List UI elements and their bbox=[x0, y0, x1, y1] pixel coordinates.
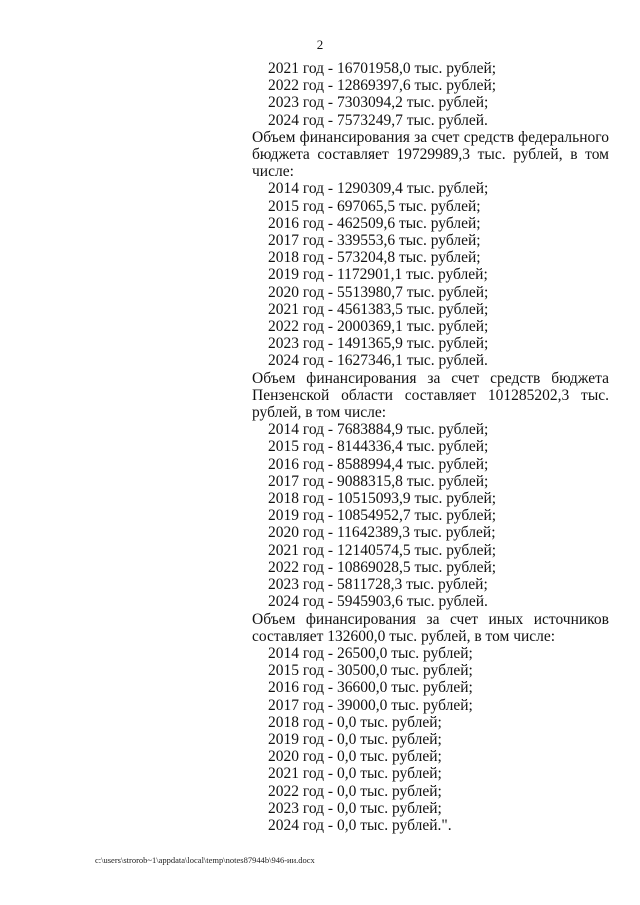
list-item: 2016 год - 8588994,4 тыс. рублей; bbox=[268, 455, 489, 473]
document-body bbox=[252, 60, 609, 834]
list-item: 2024 год - 7573249,7 тыс. рублей. bbox=[268, 111, 488, 129]
list-item: 2017 год - 9088315,8 тыс. рублей; bbox=[268, 472, 489, 490]
file-path-footer: c:\users\strorob~1\appdata\local\temp\notes87944b\946-ии.docx bbox=[95, 855, 315, 865]
list-item: 2019 год - 10854952,7 тыс. рублей; bbox=[268, 507, 497, 525]
list-item: 2017 год - 339553,6 тыс. рублей; bbox=[268, 232, 481, 250]
list-item: 2022 год - 2000369,1 тыс. рублей; bbox=[268, 318, 489, 336]
list-item: 2024 год - 0,0 тыс. рублей.". bbox=[268, 816, 452, 834]
list-item: 2014 год - 26500,0 тыс. рублей; bbox=[268, 644, 473, 662]
list-item: 2022 год - 10869028,5 тыс. рублей; bbox=[268, 558, 497, 576]
list-item: 2017 год - 39000,0 тыс. рублей; bbox=[268, 696, 473, 714]
list-item: 2024 год - 1627346,1 тыс. рублей. bbox=[268, 352, 488, 370]
list-item: 2022 год - 0,0 тыс. рублей; bbox=[268, 782, 442, 800]
list-item: 2018 год - 10515093,9 тыс. рублей; bbox=[268, 490, 497, 508]
list-item: 2016 год - 36600,0 тыс. рублей; bbox=[268, 679, 473, 697]
list-item: 2021 год - 0,0 тыс. рублей; bbox=[268, 765, 442, 783]
list-item: 2019 год - 0,0 тыс. рублей; bbox=[268, 730, 442, 748]
list-item: 2014 год - 1290309,4 тыс. рублей; bbox=[268, 180, 489, 198]
page-number: 2 bbox=[316, 37, 324, 52]
list-item: 2021 год - 12140574,5 тыс. рублей; bbox=[268, 541, 497, 559]
list-item: 2023 год - 0,0 тыс. рублей; bbox=[268, 799, 442, 817]
list-item: 2015 год - 30500,0 тыс. рублей; bbox=[268, 662, 473, 680]
list-item: 2019 год - 1172901,1 тыс. рублей; bbox=[268, 266, 488, 284]
federal-list bbox=[252, 180, 609, 369]
list-item: 2020 год - 5513980,7 тыс. рублей; bbox=[268, 283, 489, 301]
regional-paragraph: Объем финансирования за счет средств бюджета Пензенской области составляет 101285202,3 тыс. рублей, в том числе: bbox=[252, 369, 609, 422]
list-item: 2018 год - 0,0 тыс. рублей; bbox=[268, 713, 442, 731]
list-item: 2024 год - 5945903,6 тыс. рублей. bbox=[268, 593, 488, 611]
list-item: 2016 год - 462509,6 тыс. рублей; bbox=[268, 214, 481, 232]
intro-list bbox=[252, 60, 609, 129]
list-item: 2021 год - 16701958,0 тыс. рублей; bbox=[268, 60, 497, 77]
list-item: 2023 год - 5811728,3 тыс. рублей; bbox=[268, 576, 488, 594]
list-item: 2020 год - 0,0 тыс. рублей; bbox=[268, 748, 442, 766]
other-sources-paragraph: Объем финансирования за счет иных источников составляет 132600,0 тыс. рублей, в том числе: bbox=[252, 610, 609, 645]
list-item: 2023 год - 1491365,9 тыс. рублей; bbox=[268, 335, 489, 353]
list-item: 2015 год - 697065,5 тыс. рублей; bbox=[268, 197, 481, 215]
list-item: 2014 год - 7683884,9 тыс. рублей; bbox=[268, 421, 489, 439]
federal-paragraph: Объем финансирования за счет средств федерального бюджета составляет 19729989,3 тыс. рублей, в том числе: bbox=[252, 128, 609, 181]
other-sources-list bbox=[252, 645, 609, 834]
list-item: 2023 год - 7303094,2 тыс. рублей; bbox=[268, 94, 489, 112]
list-item: 2020 год - 11642389,3 тыс. рублей; bbox=[268, 524, 496, 542]
list-item: 2015 год - 8144336,4 тыс. рублей; bbox=[268, 438, 489, 456]
list-item: 2018 год - 573204,8 тыс. рублей; bbox=[268, 249, 481, 267]
list-item: 2021 год - 4561383,5 тыс. рублей; bbox=[268, 300, 489, 318]
list-item: 2022 год - 12869397,6 тыс. рублей; bbox=[268, 77, 497, 95]
regional-list bbox=[252, 421, 609, 610]
